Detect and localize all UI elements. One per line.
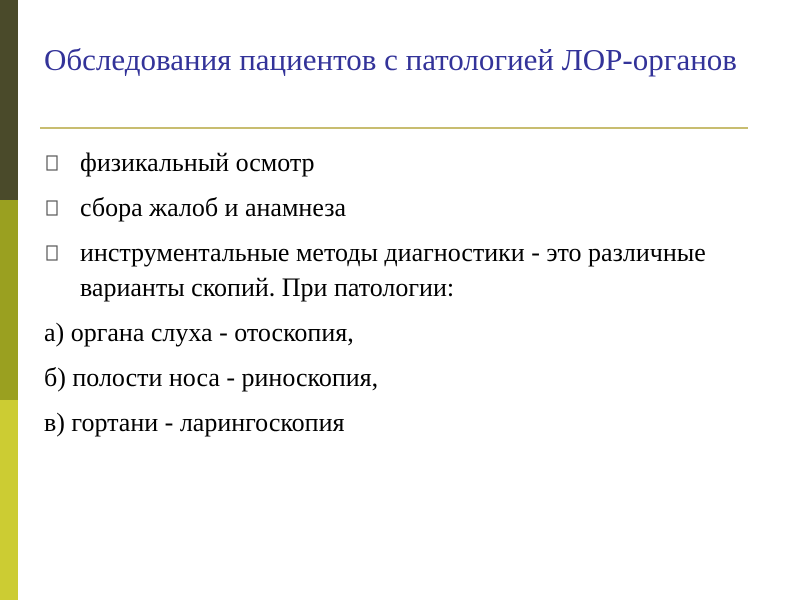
side-accent-bar (0, 0, 18, 600)
slide-body (44, 145, 764, 450)
title-divider (40, 127, 748, 129)
bullet-text: инструментальные методы диагностики - это различные варианты скопий. При патологии: (80, 238, 706, 302)
item-c-line: в) гортани - ларингоскопия (44, 408, 345, 437)
item-b-line: б) полости носа - риноскопия, (44, 363, 379, 392)
bullet-text: сбора жалоб и анамнеза (80, 193, 347, 222)
side-bar-segment-olive (0, 200, 18, 400)
item-a-line: а) органа слуха - отоскопия, (44, 318, 354, 347)
hollow-square-bullet-icon (46, 155, 58, 171)
slide-title: Обследования пациентов с патологией ЛОР-органов (44, 42, 737, 77)
hollow-square-bullet-icon (46, 245, 58, 261)
list-item (44, 190, 764, 225)
side-bar-segment-yellow (0, 400, 18, 600)
bullet-list (44, 145, 764, 305)
hollow-square-bullet-icon (46, 200, 58, 216)
side-bar-segment-dark (0, 0, 18, 200)
list-item (44, 235, 764, 305)
list-item (44, 145, 764, 180)
bullet-text: физикальный осмотр (80, 148, 315, 177)
